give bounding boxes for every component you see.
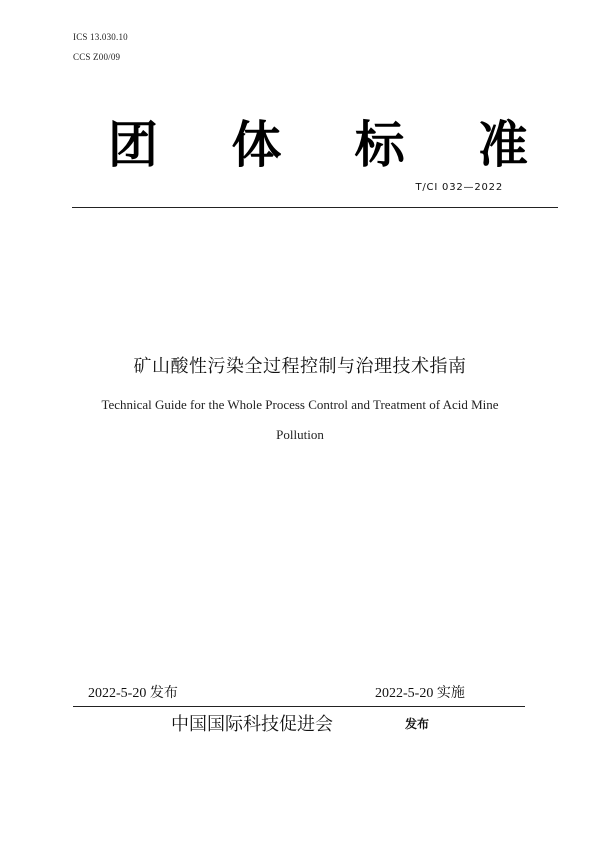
chinese-title: 矿山酸性污染全过程控制与治理技术指南 [133, 356, 467, 377]
english-title-line: Technical Guide for the Whole Process Control and Treatment of Acid Mine [101, 397, 499, 412]
implementation-date: 2022-5-20 实施 [375, 686, 465, 701]
standard-number: T/CI 032—2022 [415, 182, 503, 193]
standard-type-char: 准 [477, 116, 528, 174]
ics-code: ICS 13.030.10 [73, 32, 128, 42]
issue-date: 2022-5-20 发布 [88, 686, 178, 701]
standard-type-title [108, 112, 528, 178]
ccs-code: CCS Z00/09 [73, 52, 121, 62]
header-divider [72, 207, 558, 208]
standard-type-char: 团 [108, 116, 158, 174]
footer-divider [73, 706, 525, 707]
standard-type-char: 标 [354, 116, 405, 174]
english-title [60, 390, 540, 450]
publisher-suffix: 发布 [405, 717, 430, 731]
standard-type-char: 体 [231, 116, 282, 174]
publisher-name: 中国国际科技促进会 [171, 714, 333, 735]
english-title-line: Pollution [276, 427, 324, 442]
